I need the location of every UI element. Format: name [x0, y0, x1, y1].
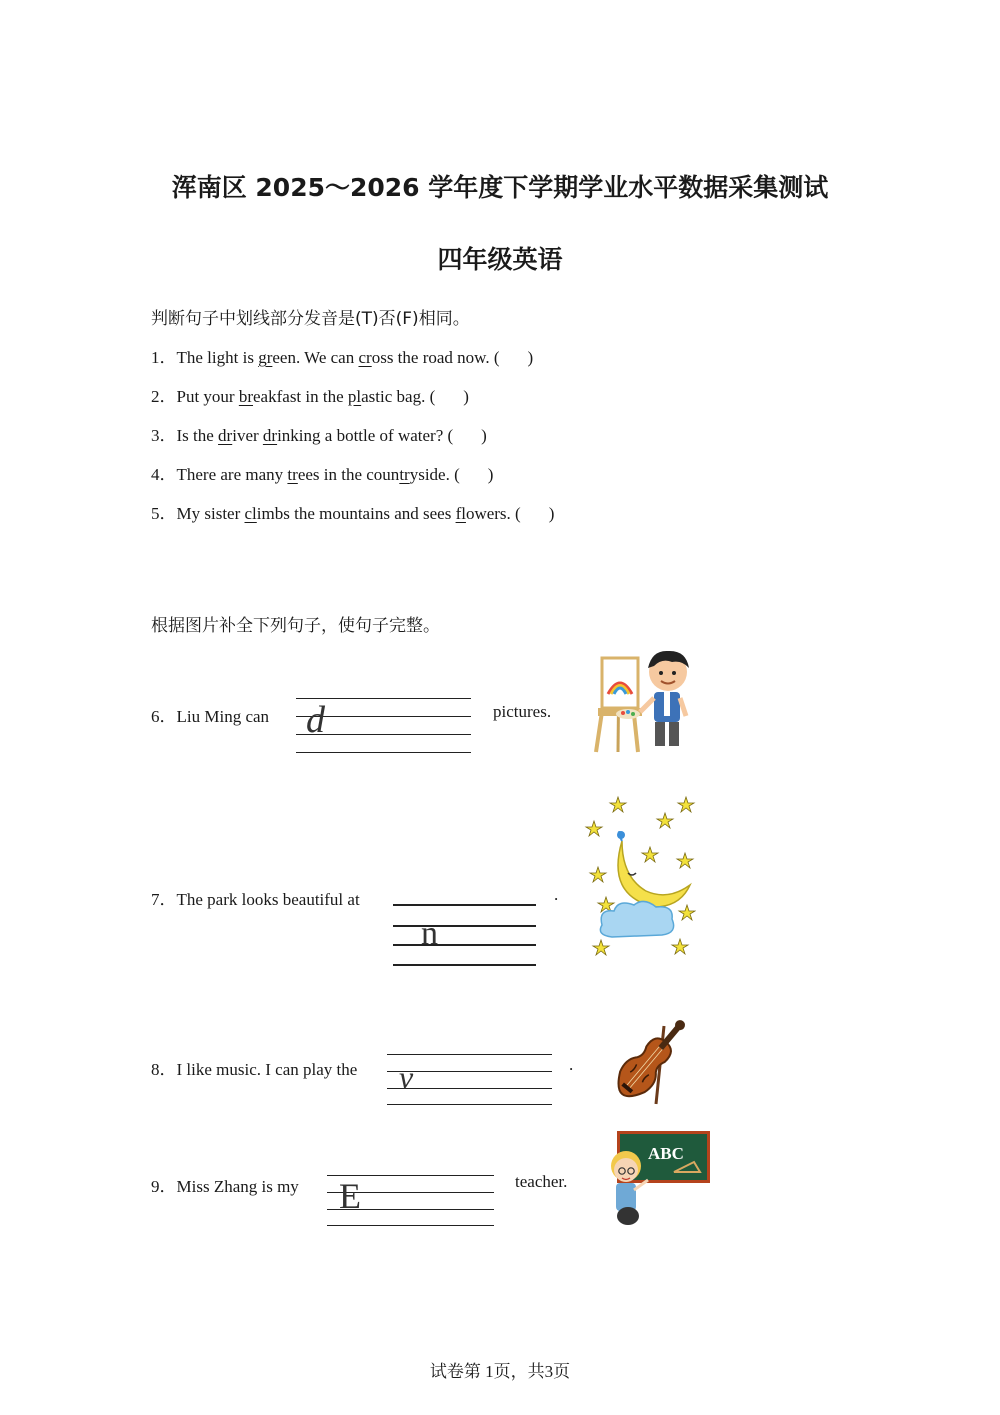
hint-letter-7: n — [421, 915, 438, 952]
hint-letter-9: E — [339, 1176, 361, 1216]
moon-stars-icon — [584, 795, 696, 957]
question-6-prompt: 6．Liu Ming can — [151, 707, 270, 726]
question-4: 4．There are many trees in the countryside. ( ) — [151, 465, 494, 484]
question-7-after: . — [554, 885, 559, 904]
section1-instruction: 判断句子中划线部分发音是(T)否(F)相同。 — [151, 309, 470, 329]
writing-lines-9[interactable] — [327, 1174, 494, 1228]
violin-icon — [606, 1012, 688, 1106]
section2-instruction: 根据图片补全下列句子，使句子完整。 — [151, 616, 440, 636]
boy-painting-icon — [588, 648, 698, 756]
page-title: 浑南区 2025～2026 学年度下学期学业水平数据采集测试 — [171, 173, 829, 202]
writing-lines-7[interactable] — [393, 903, 536, 967]
page-subtitle: 四年级英语 — [437, 245, 563, 274]
teacher-blackboard-icon — [604, 1130, 712, 1230]
page-footer: 试卷第 1页，共3页 — [429, 1362, 571, 1381]
question-7-prompt: 7．The park looks beautiful at — [151, 890, 360, 909]
writing-lines-8[interactable] — [387, 1053, 552, 1107]
hint-letter-6: d — [306, 699, 325, 741]
hint-letter-8: v — [399, 1059, 414, 1095]
question-6-after: pictures. — [493, 702, 552, 721]
question-8-after: . — [569, 1055, 574, 1074]
blackboard-text: ABC — [648, 1144, 684, 1163]
question-1: 1．The light is green. We can cross the road now. ( ) — [151, 348, 534, 367]
question-9-prompt: 9．Miss Zhang is my — [151, 1177, 299, 1196]
question-5: 5．My sister climbs the mountains and sees flowers. ( ) — [151, 504, 555, 523]
question-3: 3．Is the driver drinking a bottle of water? ( ) — [151, 426, 487, 445]
writing-lines-6[interactable] — [296, 697, 471, 755]
question-9-after: teacher. — [515, 1172, 568, 1191]
question-8-prompt: 8．I like music. I can play the — [151, 1060, 358, 1079]
question-2: 2．Put your breakfast in the plastic bag. ( ) — [151, 387, 469, 406]
